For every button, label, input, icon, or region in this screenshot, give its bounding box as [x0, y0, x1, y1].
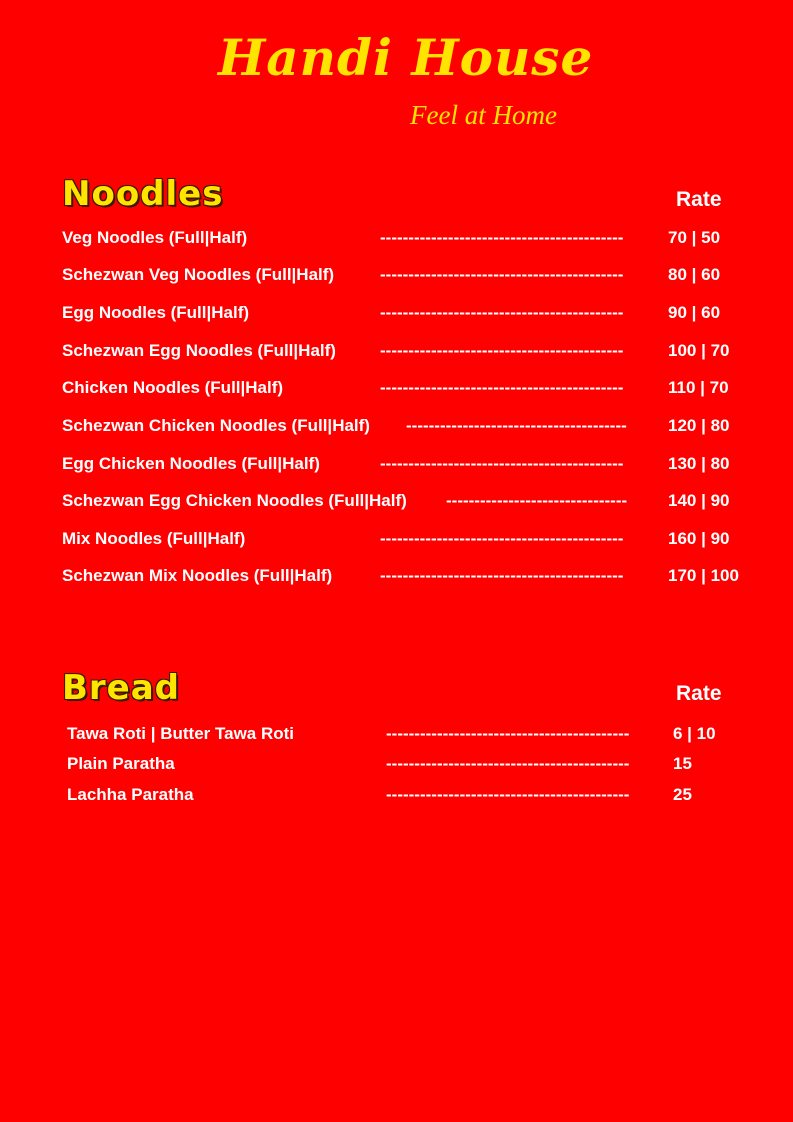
- header: [0, 0, 793, 140]
- item-name: Lachha Paratha: [67, 785, 194, 804]
- dotted-leader: -------------------------------------------: [380, 378, 624, 397]
- item-price: 15: [673, 754, 692, 773]
- dotted-leader: -------------------------------------------: [380, 341, 624, 360]
- dotted-leader: -------------------------------------------: [386, 754, 630, 773]
- item-name: Schezwan Chicken Noodles (Full|Half): [62, 416, 370, 435]
- item-price: 170 | 100: [668, 566, 739, 585]
- dotted-leader: -------------------------------------------: [380, 529, 624, 548]
- item-name: Schezwan Mix Noodles (Full|Half): [62, 566, 333, 585]
- dotted-leader: -------------------------------------------: [380, 454, 624, 473]
- dotted-leader: -------------------------------------------: [386, 724, 630, 743]
- item-price: 70 | 50: [668, 228, 721, 247]
- item-name: Egg Chicken Noodles (Full|Half): [62, 454, 320, 473]
- item-price: 160 | 90: [668, 529, 730, 548]
- item-name: Egg Noodles (Full|Half): [62, 303, 250, 322]
- dotted-leader: -------------------------------------------: [386, 785, 630, 804]
- section-title-noodles: Noodles: [62, 174, 224, 214]
- rate-header-bread: Rate: [676, 682, 722, 705]
- dotted-leader: ---------------------------------------: [406, 416, 627, 435]
- dotted-leader: -------------------------------------------: [380, 566, 624, 585]
- dotted-leader: --------------------------------: [446, 491, 628, 510]
- rate-header-noodles: Rate: [676, 188, 722, 211]
- item-price: 80 | 60: [668, 265, 721, 284]
- dotted-leader: -------------------------------------------: [380, 303, 624, 322]
- item-name: Plain Paratha: [67, 754, 175, 773]
- item-name: Schezwan Egg Chicken Noodles (Full|Half): [62, 491, 407, 510]
- item-price: 120 | 80: [668, 416, 730, 435]
- item-price: 110 | 70: [668, 378, 729, 397]
- dotted-leader: -------------------------------------------: [380, 265, 624, 284]
- dotted-leader: -------------------------------------------: [380, 228, 624, 247]
- item-name: Schezwan Veg Noodles (Full|Half): [62, 265, 335, 284]
- item-price: 100 | 70: [668, 341, 730, 360]
- item-price: 140 | 90: [668, 491, 730, 510]
- restaurant-name: Handi House: [218, 28, 594, 87]
- item-name: Veg Noodles (Full|Half): [62, 228, 248, 247]
- item-name: Chicken Noodles (Full|Half): [62, 378, 284, 397]
- item-price: 90 | 60: [668, 303, 721, 322]
- restaurant-tagline: Feel at Home: [410, 100, 557, 130]
- item-name: Mix Noodles (Full|Half): [62, 529, 246, 548]
- item-price: 6 | 10: [673, 724, 716, 743]
- section-title-bread: Bread: [62, 668, 181, 708]
- item-price: 25: [673, 785, 692, 804]
- item-name: Schezwan Egg Noodles (Full|Half): [62, 341, 336, 360]
- item-name: Tawa Roti | Butter Tawa Roti: [67, 724, 295, 743]
- item-price: 130 | 80: [668, 454, 730, 473]
